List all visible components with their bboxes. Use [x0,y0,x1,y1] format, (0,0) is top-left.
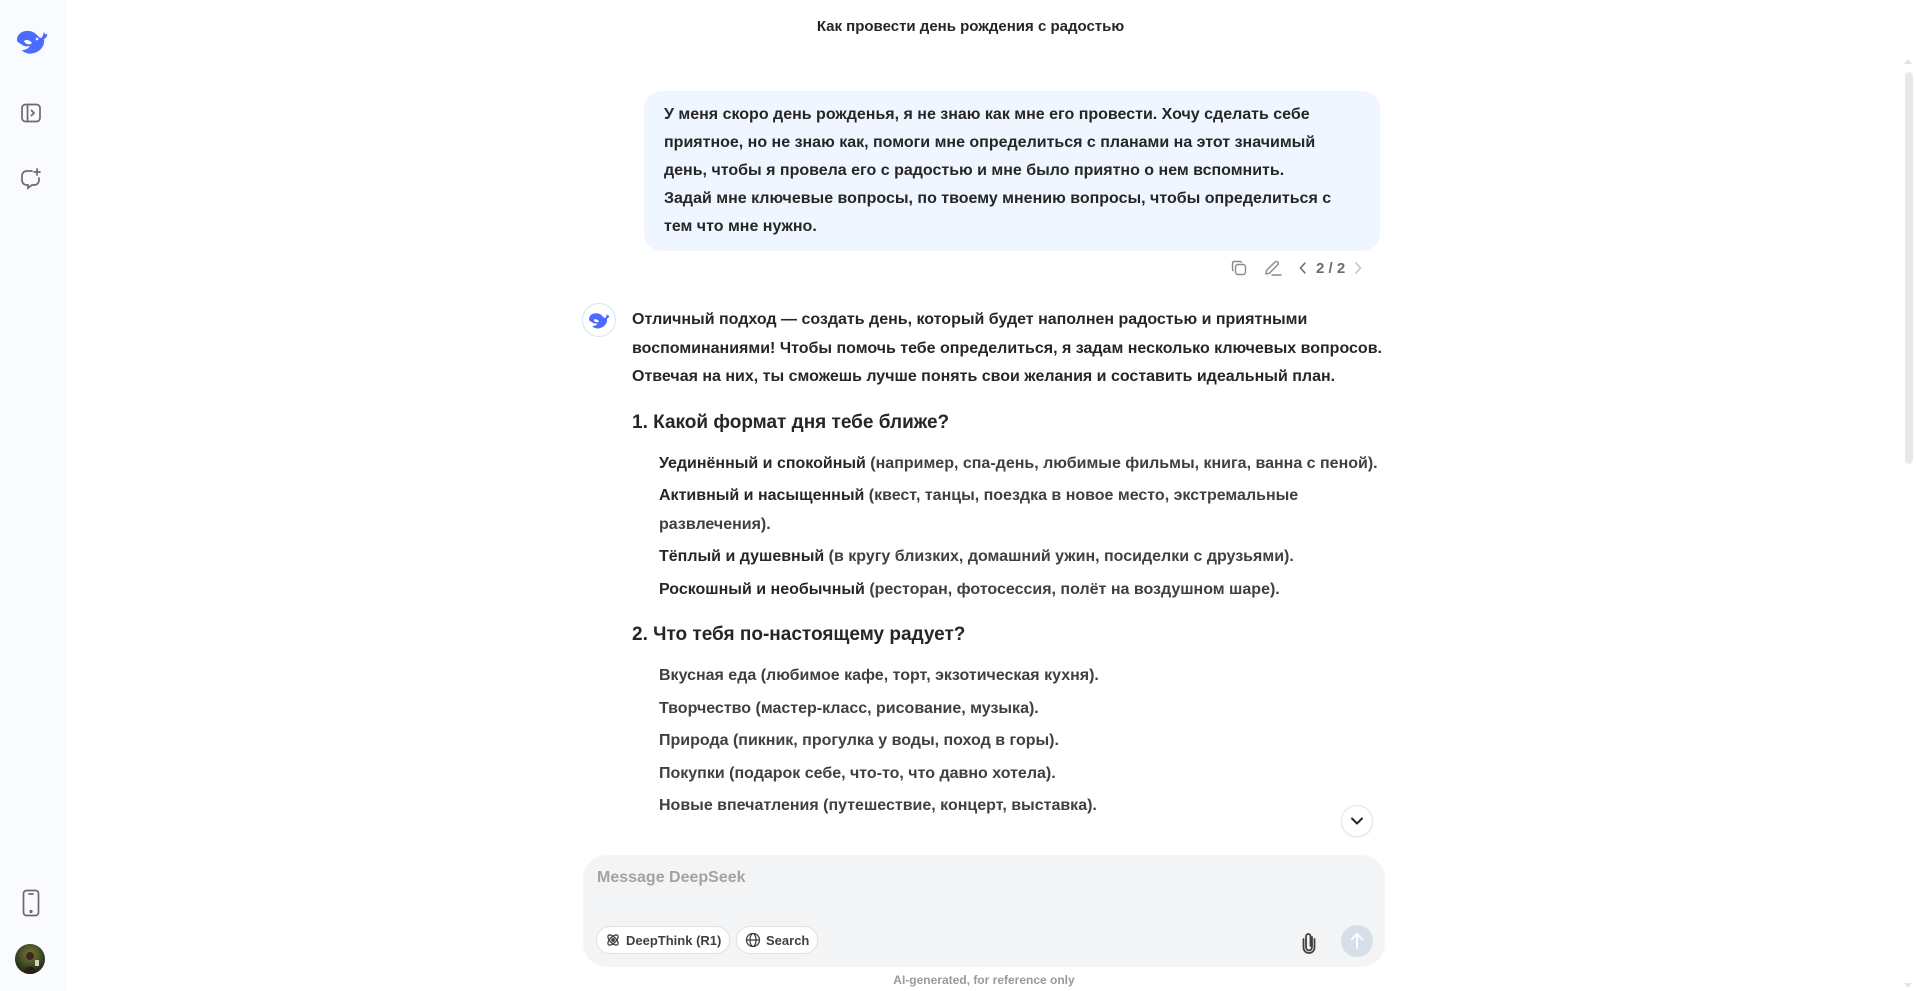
scrollbar-thumb[interactable] [1905,72,1913,464]
scrollbar[interactable] [1900,0,1916,991]
scroll-to-bottom-button[interactable] [1341,805,1373,837]
copy-icon[interactable] [1228,257,1250,279]
previous-version-icon[interactable] [1296,257,1310,279]
ai-disclaimer: AI-generated, for reference only [893,973,1075,987]
list-item-title: Активный и насыщенный [659,487,865,504]
list-item-text: (квест, танцы, поездка в новое место, экстремальные развлечения). [659,487,1299,533]
assistant-intro: Отличный подход — создать день, который будет наполнен радостью и приятными воспоминаниями! Чтобы помочь тебе определиться, я задам несколько ключевых вопросов. Отвечая на них, ты сможешь лучше понять свои желания и составить идеальный план. [632,311,1382,385]
list-item [659,543,1384,572]
list-item-text: (в кругу близких, домашний ужин, посиделки с друзьями). [824,548,1294,565]
list-item [659,576,1384,605]
globe-icon [745,932,761,948]
deepthink-label: DeepThink (R1) [626,932,722,948]
paperclip-icon [1301,931,1317,955]
list-item-text: (например, спа-день, любимые фильмы, книга, ванна с пеной). [865,454,1378,472]
list-item [659,482,1384,539]
content-fade [580,845,1390,855]
assistant-message [632,306,1384,825]
list-item: Новые впечатления (путешествие, концерт, выставка). [659,797,1097,814]
list-item-text: (ресторан, фотосессия, полёт на воздушном шаре). [864,580,1280,598]
scroll-down-arrow-icon[interactable] [1904,983,1912,988]
section-list [632,662,1384,821]
section-list [632,450,1384,605]
section-heading: 1. Какой формат дня тебе ближе? [632,411,950,433]
next-version-icon[interactable] [1351,257,1365,279]
version-counter: 2 / 2 [1316,259,1346,277]
deepthink-toggle[interactable] [596,926,730,954]
list-item-title: Роскошный и необычный [659,580,865,598]
list-item [659,450,1384,479]
arrow-up-icon [1349,932,1365,950]
chevron-down-icon [1350,816,1364,826]
assistant-avatar [582,303,616,337]
attach-file-button[interactable] [1297,929,1321,957]
user-message-actions [1228,257,1365,279]
search-label: Search [766,932,810,948]
list-item-title: Тёплый и душевный [659,548,825,565]
user-message-paragraph: У меня скоро день рожденья, я не знаю как мне его провести. Хочу сделать себе приятное, но не знаю как, помоги мне определиться с планами на этот значимый день, чтобы я провела его с радостью и мне было приятно о нем вспомнить. [664,106,1316,179]
section-heading: 2. Что тебя по-настоящему радует? [632,624,966,645]
list-item: Творчество (мастер-класс, рисование, музыка). [659,699,1039,717]
chat-title: Как провести день рождения с радостью [816,18,1125,35]
list-item-title: Уединённый и спокойный [659,454,866,472]
list-item: Природа (пикник, прогулка у воды, поход в горы). [659,732,1059,749]
send-button[interactable] [1341,925,1373,957]
user-message-paragraph: Задай мне ключевые вопросы, по твоему мнению вопросы, чтобы определиться с тем что мне нужно. [664,190,1332,235]
deepseek-whale-icon [587,310,611,330]
list-item: Покупки (подарок себе, что-то, что давно хотела). [659,764,1056,782]
atom-icon [605,932,621,948]
message-input[interactable] [597,865,1357,891]
search-toggle[interactable] [736,926,818,954]
user-message [644,91,1380,251]
list-item: Вкусная еда (любимое кафе, торт, экзотическая кухня). [659,667,1099,684]
scroll-up-arrow-icon[interactable] [1904,59,1912,64]
composer [583,855,1385,967]
edit-icon[interactable] [1262,257,1284,279]
